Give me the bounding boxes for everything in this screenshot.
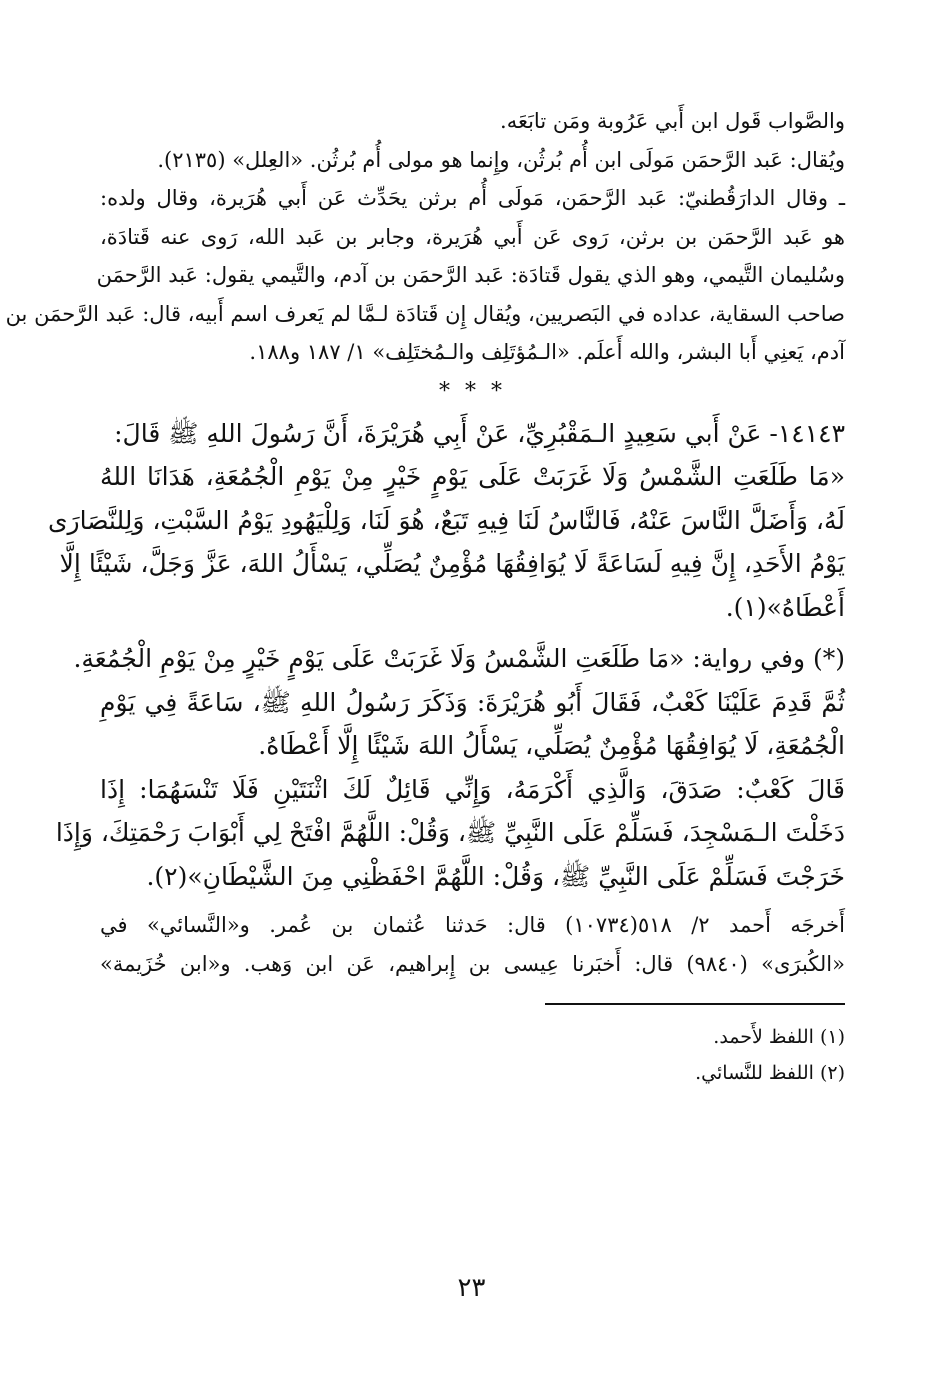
kaab-line: دَخَلْتَ الـمَسْجِدَ، فَسَلِّمْ عَلَى النَّبِيِّ ﷺ، وَقُلْ: اللَّهُمَّ افْتَحْ لِي أَبْوَابَ رَحْمَتِكَ، وَإِذَا <box>55 818 845 847</box>
riwaya-line: ثُمَّ قَدِمَ عَلَيْنَا كَعْبٌ، فَقَالَ أَبُو هُرَيْرَةَ: وَذَكَرَ رَسُولُ اللهِ ﷺ، سَاعَةً فِي يَوْمِ <box>100 687 845 717</box>
footnotes <box>100 1019 845 1091</box>
section-separator: * * * <box>439 378 506 404</box>
commentary-line: وسُليمان التَّيمي، وهو الذي يقول قَتادَة: عَبد الرَّحمَن بن آدم، والتَّيمي يقول: عَبد الرَّحمَن <box>96 263 845 287</box>
takhrij-line: «الكُبرَى» (٩٨٤٠) قال: أَخبَرنا عِيسى بن إِبراهيم، عَن ابن وَهب. و«ابن خُزَيمة» <box>100 951 845 976</box>
kaab-line: قَالَ كَعْبٌ: صَدَقَ، وَالَّذِي أَكْرَمَهُ، وَإِنِّي قَائِلٌ لَكَ اثْنَتَيْنِ فَلَا تَنْسَهُمَا: إِذَا <box>100 774 845 804</box>
page-body <box>5 102 845 1091</box>
hadith-line: ١٤١٤٣- عَنْ أَبي سَعِيدٍ الـمَقْبُرِيِّ، عَنْ أَبِي هُرَيْرَةَ، أَنَّ رَسُولَ اللهِ ﷺ قَالَ: <box>114 418 845 448</box>
hadith-block <box>47 412 845 630</box>
commentary-line: صاحب السقاية، عداده في البَصريين، ويُقال إِن قَتادَة لـمَّا لم يَعرف اسم أَبيه، قال: عَبد الرَّحمَن بن <box>5 301 845 326</box>
commentary-line: ويُقال: عَبد الرَّحمَن مَولَى ابن أُم بُرثُن، وإِنما هو مولى أُم بُرثُن. «العِلل» (٢١٣٥). <box>157 147 845 172</box>
kaab-line: خَرَجْتَ فَسَلِّمْ عَلَى النَّبِيِّ ﷺ، وَقُلْ: اللَّهُمَّ احْفَظْنِي مِنَ الشَّيْطَانِ»(٢). <box>146 861 845 891</box>
commentary-line: ـ وقال الدارَقُطنيّ: عَبد الرَّحمَن، مَولَى أُم برثن يحَدِّث عَن أَبي هُرَيرة، وقال ولده: <box>100 186 845 210</box>
footnote-2: (٢) اللفظ للنَّسائي. <box>695 1061 845 1084</box>
commentary-line: آدم، يَعنِي أَبا البشر، والله أَعلَم. «الـمُؤتَلِف والـمُختَلِف» ١/ ١٨٧ و١٨٨. <box>249 340 845 364</box>
riwaya-line: (*) وفي رواية: «مَا طَلَعَتِ الشَّمْسُ وَلَا غَرَبَتْ عَلَى يَوْمٍ خَيْرٍ مِنْ يَوْمِ الْجُمُعَةِ. <box>73 644 845 673</box>
hadith-line: «مَا طَلَعَتِ الشَّمْسُ وَلَا غَرَبَتْ عَلَى يَوْمٍ خَيْرٍ مِنْ يَوْمِ الْجُمُعَةِ، هَدَانَا اللهُ <box>100 462 845 491</box>
hadith-line: أَعْطَاهُ»(١). <box>725 592 845 622</box>
takhrij-line: أَخرجَه أَحمد ٢/ ٥١٨(١٠٧٣٤) قال: حَدثنا عُثمان بن عُمر. و«النَّسائي» في <box>100 913 845 937</box>
page-number: ٢٣ <box>457 1273 486 1303</box>
footnote-divider <box>545 1003 845 1005</box>
riwaya-line: الْجُمُعَةِ، لَا يُوَافِقُهَا مُؤْمِنٌ يُصَلِّي، يَسْأَلُ اللهَ شَيْئًا إِلَّا أَعْطَاهُ. <box>258 731 845 760</box>
commentary-line: هو عَبد الرَّحمَن بن برثن، رَوى عَن أَبي هُرَيرة، وجابر بن عَبد الله، رَوى عنه قَتادَة، <box>100 224 845 249</box>
commentary-line: والصَّواب قَول ابن أَبي عَرُوبة ومَن تابَعَه. <box>500 109 845 133</box>
riwaya-block <box>73 637 845 768</box>
footnote-1: (١) اللفظ لأَحمد. <box>713 1025 845 1048</box>
takhrij-block <box>100 906 845 983</box>
hadith-line: يَوْمُ الأَحَدِ، إِنَّ فِيهِ لَسَاعَةً لَا يُوَافِقُهَا مُؤْمِنٌ يُصَلِّي، يَسْأَلُ اللهَ، عَزَّ وَجَلَّ، شَيْئًا إِلَّا <box>59 549 845 578</box>
commentary-block <box>5 102 845 372</box>
hadith-line: لَهُ، وَأَضَلَّ النَّاسَ عَنْهُ، فَالنَّاسُ لَنَا فِيهِ تَبَعٌ، هُوَ لَنَا، وَلِلْيَهُودِ يَوْمُ السَّبْتِ، وَلِلنَّصَارَى <box>47 505 845 535</box>
kaab-block <box>55 768 845 899</box>
